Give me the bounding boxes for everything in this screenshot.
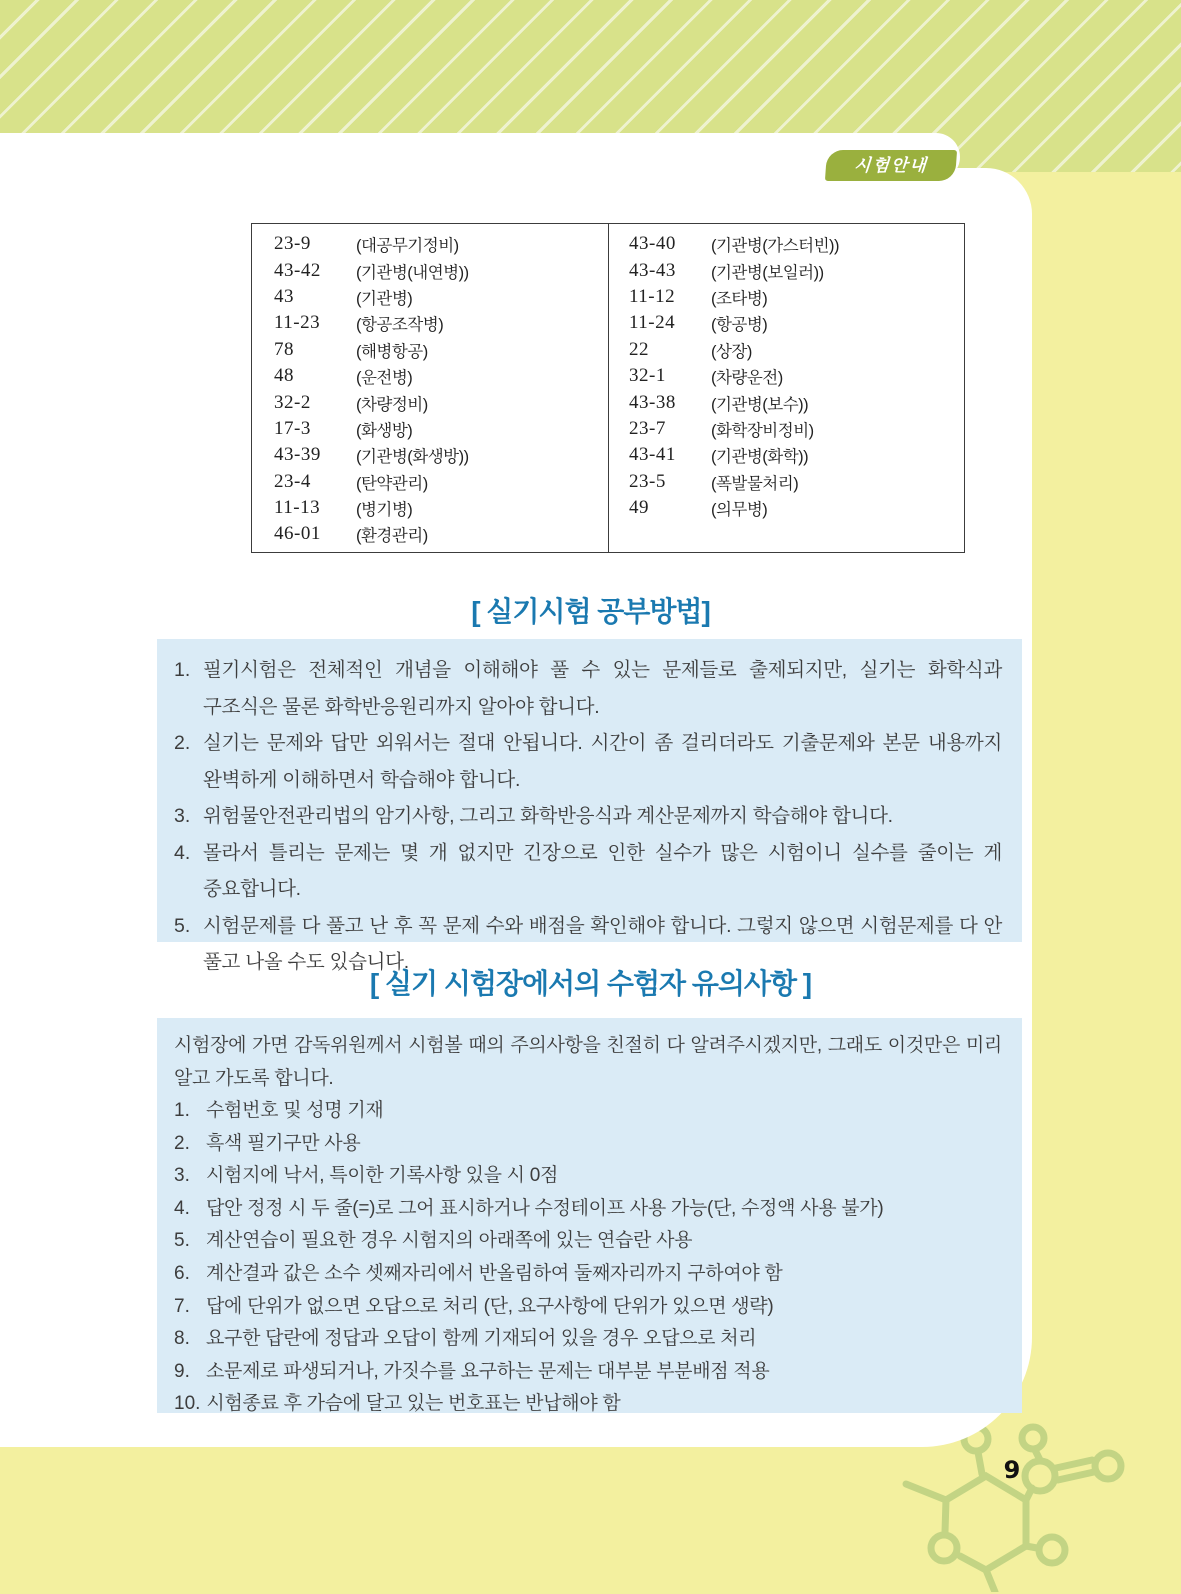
table-row bbox=[629, 284, 964, 310]
list-item bbox=[174, 1095, 1002, 1128]
table-row bbox=[629, 442, 964, 468]
item-number: 1. bbox=[174, 1100, 190, 1121]
item-text: 답에 단위가 없으면 오답으로 처리 (단, 요구사항에 단위가 있으면 생략) bbox=[206, 1295, 774, 1317]
specialty-code: 11-23 bbox=[274, 312, 321, 334]
table-row bbox=[274, 495, 608, 521]
specialty-name: (기관병(가스터빈)) bbox=[711, 237, 840, 256]
item-number: 4. bbox=[174, 1197, 190, 1219]
specialty-code: 43 bbox=[274, 285, 294, 307]
item-number: 3. bbox=[174, 805, 191, 827]
list-item bbox=[174, 1225, 1002, 1258]
specialty-table-left-column bbox=[252, 224, 608, 552]
item-text: 계산연습이 필요한 경우 시험지의 아래쪽에 있는 연습란 사용 bbox=[206, 1230, 693, 1252]
item-number: 3. bbox=[174, 1165, 190, 1187]
table-row bbox=[274, 284, 608, 310]
specialty-name: (기관병(화생방)) bbox=[356, 448, 469, 467]
specialty-name: (조타병) bbox=[711, 289, 768, 308]
table-row bbox=[274, 469, 608, 495]
item-number: 2. bbox=[174, 732, 191, 754]
page-number: 9 bbox=[1003, 1456, 1021, 1484]
item-number: 5. bbox=[174, 914, 191, 937]
specialty-name: (차량운전) bbox=[711, 369, 783, 388]
specialty-code: 49 bbox=[629, 497, 649, 519]
list-item bbox=[174, 1160, 1002, 1193]
specialty-code: 11-12 bbox=[629, 285, 676, 307]
item-text: 수험번호 및 성명 기재 bbox=[206, 1100, 384, 1121]
item-text: 필기시험은 전체적인 개념을 이해해야 풀 수 있는 문제들로 출제되지만, 실기는 화학식과 구조식은 물론 화학반응원리까지 알아야 합니다. bbox=[203, 659, 1002, 718]
specialty-code: 32-2 bbox=[274, 391, 311, 413]
specialty-name: (대공무기정비) bbox=[356, 237, 459, 256]
specialty-name: (환경관리) bbox=[356, 527, 428, 546]
table-row bbox=[274, 231, 608, 257]
examinee-notes-box bbox=[157, 1018, 1022, 1413]
table-row bbox=[629, 310, 964, 336]
specialty-name: (상장) bbox=[711, 342, 752, 361]
specialty-code: 48 bbox=[274, 365, 294, 387]
item-text: 위험물안전관리법의 암기사항, 그리고 화학반응식과 계산문제까지 학습해야 합니다. bbox=[203, 805, 893, 827]
table-row bbox=[629, 416, 964, 442]
specialty-name: (운전병) bbox=[356, 369, 413, 388]
section-title-exam-notes: [ 실기 시험장에서의 수험자 유의사항 ] bbox=[369, 968, 812, 999]
specialty-code: 43-41 bbox=[629, 444, 676, 466]
list-item bbox=[174, 835, 1002, 908]
specialty-code-table bbox=[251, 223, 965, 553]
table-row bbox=[629, 389, 964, 415]
table-row bbox=[274, 337, 608, 363]
item-text: 실기는 문제와 답만 외워서는 절대 안됩니다. 시간이 좀 걸리더라도 기출문제와 본문 내용까지 완벽하게 이해하면서 학습해야 합니다. bbox=[203, 732, 1002, 791]
table-row bbox=[629, 495, 964, 521]
specialty-name: (차량정비) bbox=[356, 395, 428, 414]
item-text: 계산결과 값은 소수 셋째자리에서 반올림하여 둘째자리까지 구하여야 함 bbox=[206, 1262, 783, 1284]
specialty-code: 23-5 bbox=[629, 470, 666, 492]
specialty-code: 43-43 bbox=[629, 259, 676, 281]
item-text: 몰라서 틀리는 문제는 몇 개 없지만 긴장으로 인한 실수가 많은 시험이니 실수를 줄이는 게 중요합니다. bbox=[203, 841, 1002, 900]
item-text: 답안 정정 시 두 줄(=)로 그어 표시하거나 수정테이프 사용 가능(단, 수정액 사용 불가) bbox=[206, 1197, 884, 1219]
table-row bbox=[274, 521, 608, 547]
specialty-name: (탄약관리) bbox=[356, 474, 428, 493]
exam-guide-badge bbox=[825, 150, 957, 181]
specialty-code: 43-40 bbox=[629, 233, 676, 255]
specialty-name: (폭발물처리) bbox=[711, 474, 799, 493]
table-row bbox=[629, 363, 964, 389]
study-method-box bbox=[157, 639, 1022, 973]
specialty-code: 23-9 bbox=[274, 233, 311, 255]
specialty-name: (해병항공) bbox=[356, 342, 428, 361]
table-row bbox=[274, 416, 608, 442]
item-number: 5. bbox=[174, 1230, 190, 1252]
specialty-name: (기관병(내연병)) bbox=[356, 263, 469, 282]
table-row bbox=[629, 231, 964, 257]
list-item bbox=[174, 798, 1002, 835]
table-row bbox=[629, 469, 964, 495]
specialty-name: (화생방) bbox=[356, 421, 413, 440]
list-item bbox=[174, 1193, 1002, 1226]
specialty-name: (화학장비정비) bbox=[711, 421, 814, 440]
item-text: 시험종료 후 가슴에 달고 있는 번호표는 반납해야 함 bbox=[206, 1393, 621, 1415]
list-item bbox=[174, 1356, 1002, 1389]
specialty-name: (기관병(보일러)) bbox=[711, 263, 824, 282]
specialty-code: 78 bbox=[274, 338, 294, 360]
table-row bbox=[629, 337, 964, 363]
item-text: 시험문제를 다 풀고 난 후 꼭 문제 수와 배점을 확인해야 합니다. 그렇지 않으면 시험문제를 다 안 풀고 나올 수도 있습니다. bbox=[203, 914, 1002, 973]
specialty-code: 43-39 bbox=[274, 444, 321, 466]
section-title-study-method: [ 실기시험 공부방법] bbox=[471, 596, 710, 627]
table-row bbox=[274, 442, 608, 468]
item-text: 흑색 필기구만 사용 bbox=[206, 1132, 361, 1154]
item-number: 8. bbox=[174, 1328, 190, 1350]
specialty-name: (의무병) bbox=[711, 501, 768, 520]
specialty-table-right-column bbox=[608, 224, 964, 552]
item-number: 7. bbox=[174, 1295, 190, 1317]
notes-intro-text: 시험장에 가면 감독위원께서 시험볼 때의 주의사항을 친절히 다 알려주시겠지만, 그래도 이것만은 미리 알고 가도록 합니다. bbox=[174, 1035, 1002, 1089]
specialty-code: 11-13 bbox=[274, 497, 321, 519]
specialty-code: 11-24 bbox=[629, 312, 676, 334]
list-item bbox=[174, 1388, 1002, 1421]
specialty-code: 23-4 bbox=[274, 470, 311, 492]
item-number: 2. bbox=[174, 1132, 190, 1154]
specialty-name: (항공병) bbox=[711, 316, 768, 335]
item-text: 시험지에 낙서, 특이한 기록사항 있을 시 0점 bbox=[206, 1165, 559, 1187]
list-item bbox=[174, 652, 1002, 725]
item-number: 1. bbox=[174, 659, 191, 681]
specialty-code: 17-3 bbox=[274, 417, 311, 439]
item-number: 6. bbox=[174, 1262, 190, 1284]
specialty-code: 43-42 bbox=[274, 259, 321, 281]
list-item bbox=[174, 725, 1002, 798]
table-row bbox=[274, 363, 608, 389]
list-item bbox=[174, 1258, 1002, 1291]
item-number: 9. bbox=[174, 1360, 190, 1382]
specialty-name: (병기병) bbox=[356, 501, 413, 520]
specialty-code: 23-7 bbox=[629, 417, 666, 439]
specialty-code: 22 bbox=[629, 338, 649, 360]
specialty-code: 32-1 bbox=[629, 365, 666, 387]
table-row bbox=[274, 310, 608, 336]
item-number: 10. bbox=[174, 1393, 201, 1415]
specialty-name: (기관병(보수)) bbox=[711, 395, 809, 414]
item-text: 요구한 답란에 정답과 오답이 함께 기재되어 있을 경우 오답으로 처리 bbox=[206, 1328, 757, 1350]
item-text: 소문제로 파생되거나, 가짓수를 요구하는 문제는 대부분 부분배점 적용 bbox=[206, 1360, 770, 1382]
specialty-name: (기관병(화학)) bbox=[711, 448, 809, 467]
list-item bbox=[174, 1323, 1002, 1356]
specialty-name: (기관병) bbox=[356, 289, 413, 308]
specialty-code: 46-01 bbox=[274, 523, 321, 545]
table-row bbox=[629, 257, 964, 283]
exam-guide-badge-label: 시험안내 bbox=[853, 156, 929, 175]
specialty-code: 43-38 bbox=[629, 391, 676, 413]
specialty-name: (항공조작병) bbox=[356, 316, 444, 335]
table-row bbox=[274, 389, 608, 415]
list-item bbox=[174, 1291, 1002, 1324]
item-number: 4. bbox=[174, 841, 191, 864]
list-item bbox=[174, 1128, 1002, 1161]
table-row bbox=[274, 257, 608, 283]
